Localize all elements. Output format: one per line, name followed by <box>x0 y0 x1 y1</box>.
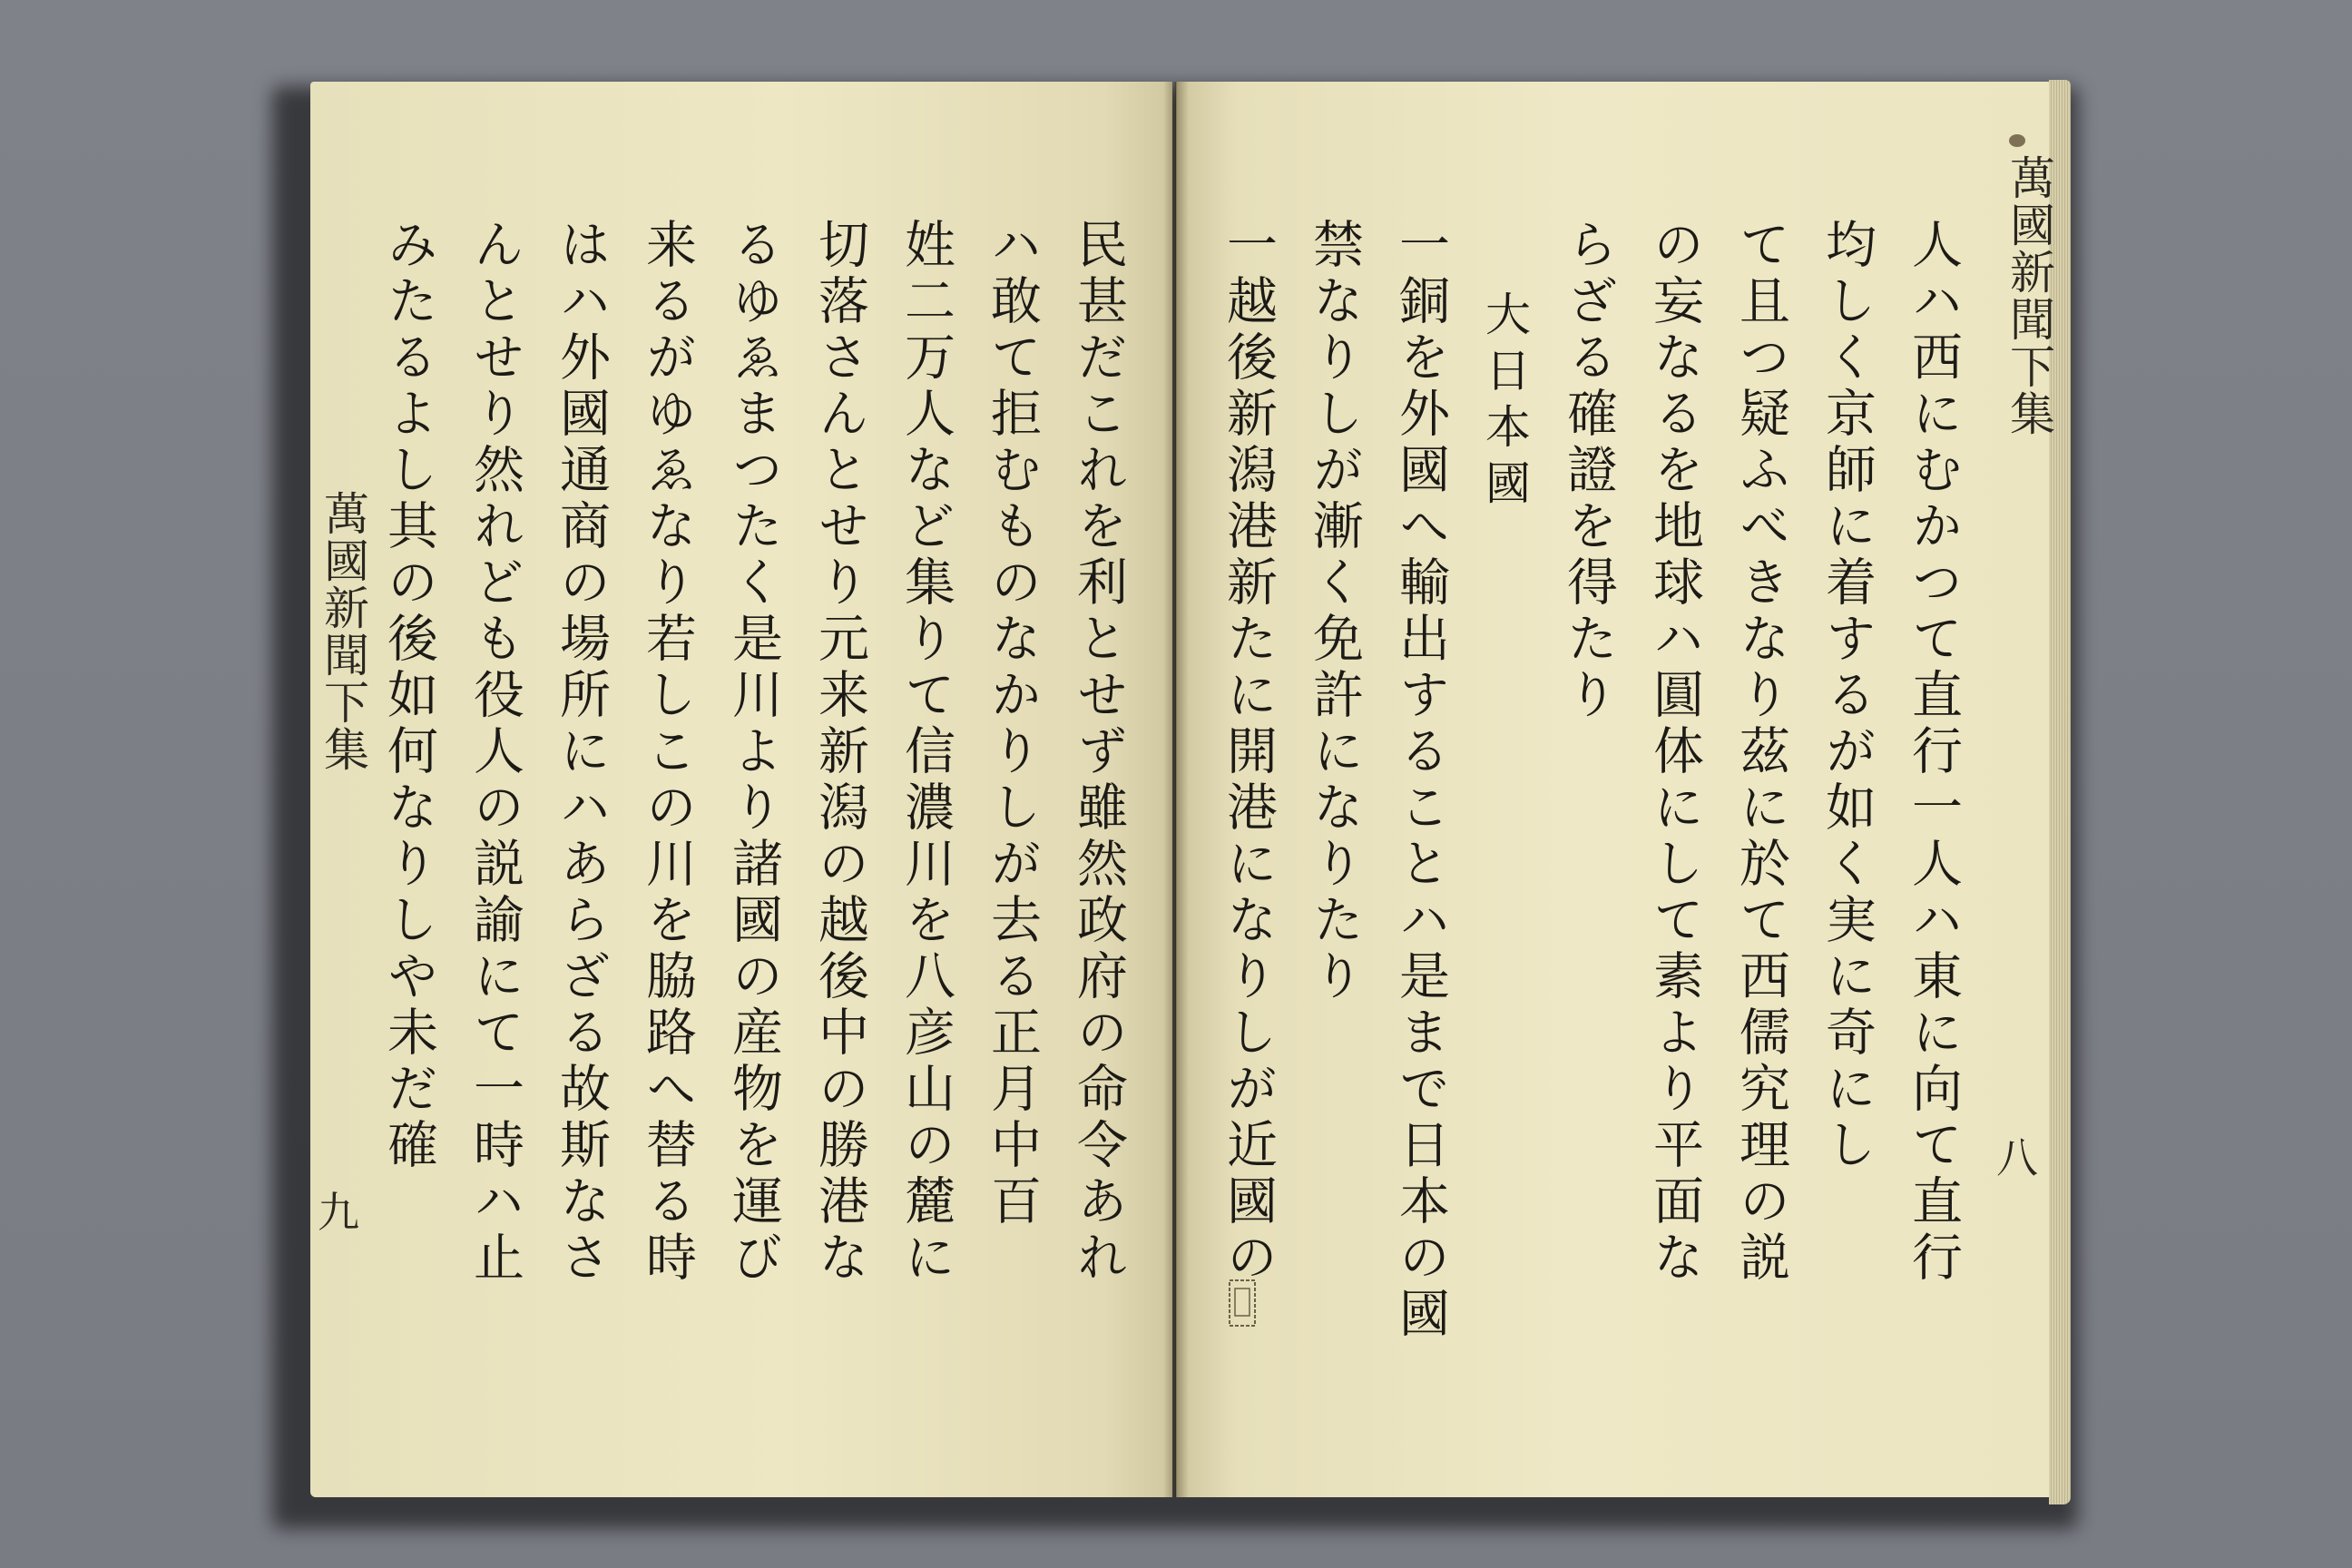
book-gutter <box>1163 82 1189 1497</box>
left-page-folio: 九 <box>318 1188 359 1237</box>
paper-wear-mark <box>2009 134 2025 147</box>
left-page-header-title: 萬國新聞下集 <box>317 490 369 773</box>
library-seal-icon <box>1227 1278 1258 1328</box>
left-page-column-5: るゆゑまつたく是川より諸國の産物を運び <box>724 218 783 1287</box>
right-page-column-3: て且つ疑ふべきなり茲に於て西儒究理の説 <box>1731 218 1790 1287</box>
right-page-header-title: 萬國新聞下集 <box>2003 154 2055 437</box>
right-page-column-4: の妄なるを地球ハ圓体にして素より平面な <box>1645 218 1704 1287</box>
right-page-column-2: 均しく京師に着するが如く実に奇にし <box>1818 218 1877 1174</box>
left-page-column-2: ハ敢て拒むものなかりしが去る正月中百 <box>983 218 1042 1230</box>
left-page-column-6: 来るがゆゑなり若しこの川を脇路へ替る時 <box>638 218 697 1287</box>
right-page-column-7: 一銅を外國へ輸出することハ是まで日本の國 <box>1391 218 1450 1343</box>
right-page-column-8: 禁なりしが漸く免許になりたり <box>1305 218 1364 1005</box>
left-page-column-7: はハ外國通商の場所にハあらざる故斯なさ <box>552 218 611 1287</box>
left-page-column-9: みたるよし其の後如何なりしや未だ確 <box>379 218 438 1174</box>
right-page-folio: 八 <box>1996 1133 2038 1182</box>
left-page-column-3: 姓二万人など集りて信濃川を八彦山の麓に <box>897 218 956 1287</box>
right-page-column-9: 一越後新潟港新たに開港になりしが近國の <box>1219 218 1278 1287</box>
right-page-column-1: 人ハ西にむかつて直行一人ハ東に向て直行 <box>1904 218 1963 1287</box>
left-page-column-4: 切落さんとせり元来新潟の越後中の勝港な <box>810 218 869 1287</box>
right-page-section-heading: 大日本國 <box>1478 290 1531 515</box>
left-page-column-1: 民甚だこれを利とせず雖然政府の命令あれ <box>1069 218 1128 1287</box>
left-page-column-8: んとせり然れども役人の説諭にて一時ハ止 <box>466 218 524 1287</box>
right-page-column-5: らざる確證を得たり <box>1559 218 1618 724</box>
